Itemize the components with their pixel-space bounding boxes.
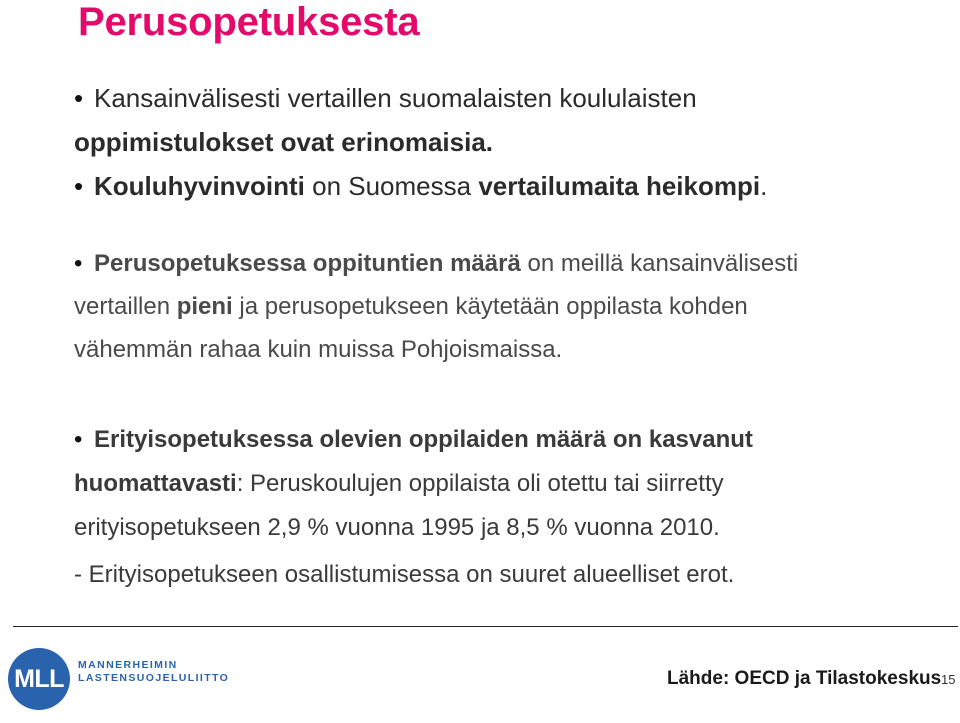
mll-logo xyxy=(8,646,230,714)
logo-circle-icon xyxy=(8,648,70,710)
text-line: huomattavasti: Peruskoulujen oppilaista oli otettu tai siirretty xyxy=(74,470,724,497)
text-line: • Perusopetuksessa oppituntien määrä on meillä kansainvälisesti xyxy=(74,242,798,285)
slide-title: Perusopetuksesta xyxy=(78,0,420,44)
text-line: oppimistulokset ovat erinomaisia. xyxy=(74,127,493,157)
bullet-paragraph-1 xyxy=(74,76,767,208)
bullet-icon: • xyxy=(74,426,83,453)
bullet-icon: • xyxy=(74,171,84,201)
page-number: 15 xyxy=(941,672,956,687)
footer-divider xyxy=(13,626,958,627)
text-line: • Kouluhyvinvointi on Suomessa vertailumaita heikompi. xyxy=(74,164,767,208)
logo-wordmark: MANNERHEIMIN LASTENSUOJELULIITTO xyxy=(78,659,230,684)
text-line: erityisopetukseen 2,9 % vuonna 1995 ja 8,5 % vuonna 2010. xyxy=(74,514,720,541)
dash-paragraph xyxy=(74,553,734,597)
text-line: vähemmän rahaa kuin muissa Pohjoismaissa. xyxy=(74,336,563,363)
bullet-paragraph-3 xyxy=(74,418,753,550)
text-line: • Kansainvälisesti vertaillen suomalaisten koululaisten xyxy=(74,76,767,120)
bullet-paragraph-2 xyxy=(74,242,798,371)
bullet-icon: • xyxy=(74,83,84,113)
bullet-icon: • xyxy=(74,250,83,277)
text-line: - Erityisopetukseen osallistumisessa on suuret alueelliset erot. xyxy=(74,561,735,588)
logo-mark: MLL xyxy=(14,664,64,693)
source-note: Lähde: OECD ja Tilastokeskus xyxy=(667,668,942,689)
text-line: vertaillen pieni ja perusopetukseen käytetään oppilasta kohden xyxy=(74,293,748,320)
text-line: • Erityisopetuksessa olevien oppilaiden määrä on kasvanut xyxy=(74,418,753,462)
